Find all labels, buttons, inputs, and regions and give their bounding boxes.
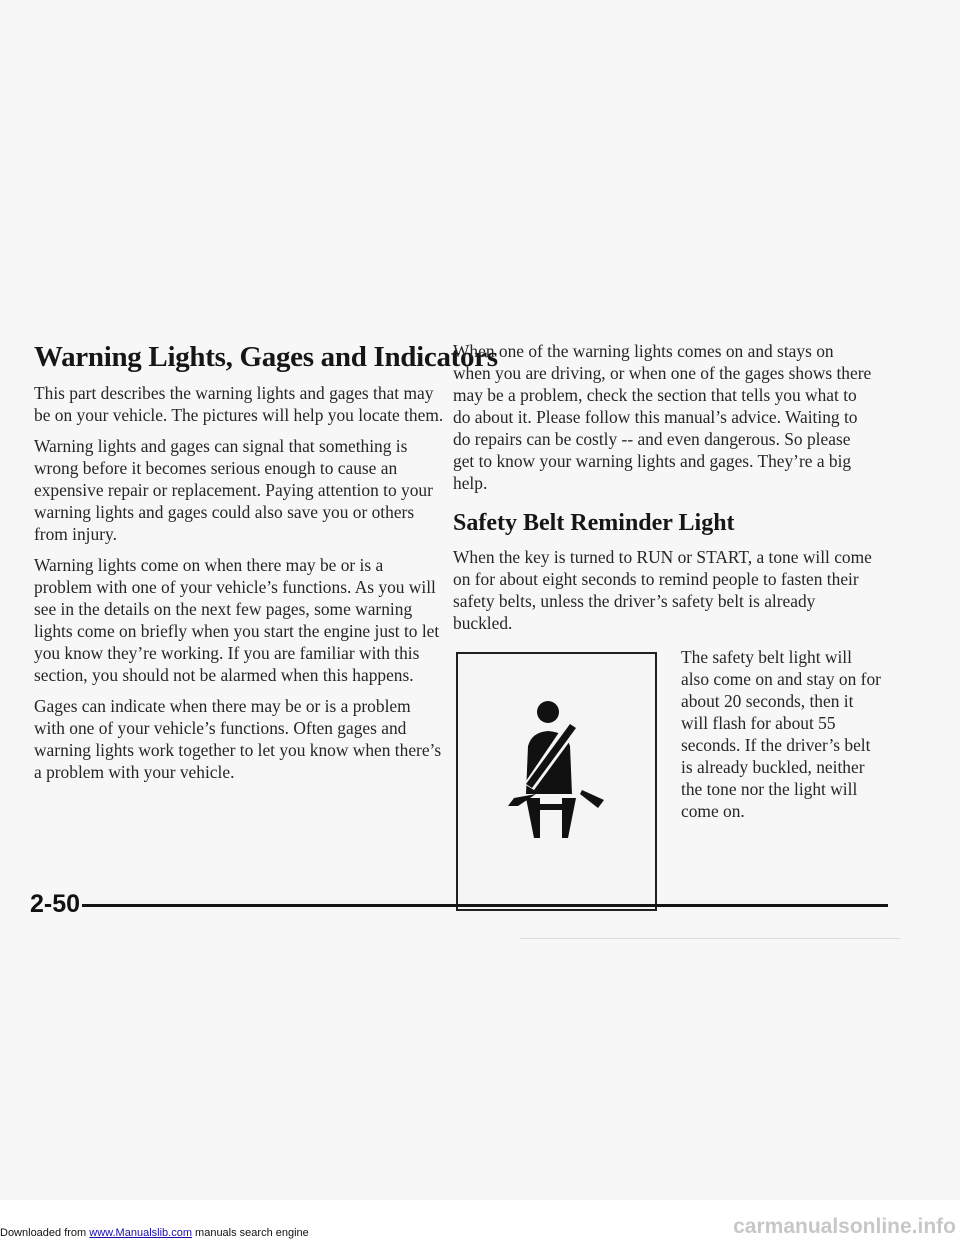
divider <box>520 938 900 939</box>
page-number: 2-50 <box>30 890 81 918</box>
left-column <box>34 340 498 792</box>
attribution-prefix: Downloaded from <box>0 1227 90 1239</box>
right-column <box>453 340 881 922</box>
manualslib-link[interactable]: www.Manualslib.com <box>89 1227 192 1239</box>
footer-rule <box>82 904 888 907</box>
subsection-title: Safety Belt Reminder Light <box>453 510 735 536</box>
paragraph: Warning lights come on when there may be or is a problem with one of your vehicle’s functions. As you will see in the details on the next few pages, some warning lights come on briefly when you start the engine just to let you know they’re working. If you are familiar with this section, you should not be alarmed when this happens. <box>34 555 440 685</box>
paragraph: This part describes the warning lights and gages that may be on your vehicle. The pictures will help you locate them. <box>34 383 444 425</box>
paragraph: When one of the warning lights comes on and stays on when you are driving, or when one of the gages shows there may be a problem, check the section that tells you what to do about it. Please follow this manual’s advice. Waiting to do repairs can be costly -- and even dangerous. So please get to know your warning lights and gages. They’re a big help. <box>453 341 872 493</box>
paragraph: When the key is turned to RUN or START, a tone will come on for about eight seconds to remind people to fasten their safety belts, unless the driver’s safety belt is already buckled. <box>453 547 872 633</box>
attribution-suffix: manuals search engine <box>191 1227 309 1239</box>
safety-belt-icon <box>496 694 616 844</box>
figure-row <box>453 647 881 922</box>
paragraph: Warning lights and gages can signal that something is wrong before it becomes serious enough to cause an expensive repair or replacement. Paying attention to your warning lights and gages could also save you or others from injury. <box>34 436 433 544</box>
download-attribution <box>0 1226 309 1240</box>
paragraph: Gages can indicate when there may be or is a problem with one of your vehicle’s functions. Often gages and warning lights work together to let you know when there’s a problem with your vehicle. <box>34 696 442 782</box>
figure-caption: The safety belt light will also come on and stay on for about 20 seconds, then it will flash for about 55 seconds. If the driver’s belt is already buckled, neither the tone nor the light will come on. <box>681 647 881 821</box>
site-watermark: carmanualsonline.info <box>733 1215 956 1238</box>
safety-belt-figure <box>456 652 657 911</box>
section-title: Warning Lights, Gages and Indicators <box>34 341 498 373</box>
